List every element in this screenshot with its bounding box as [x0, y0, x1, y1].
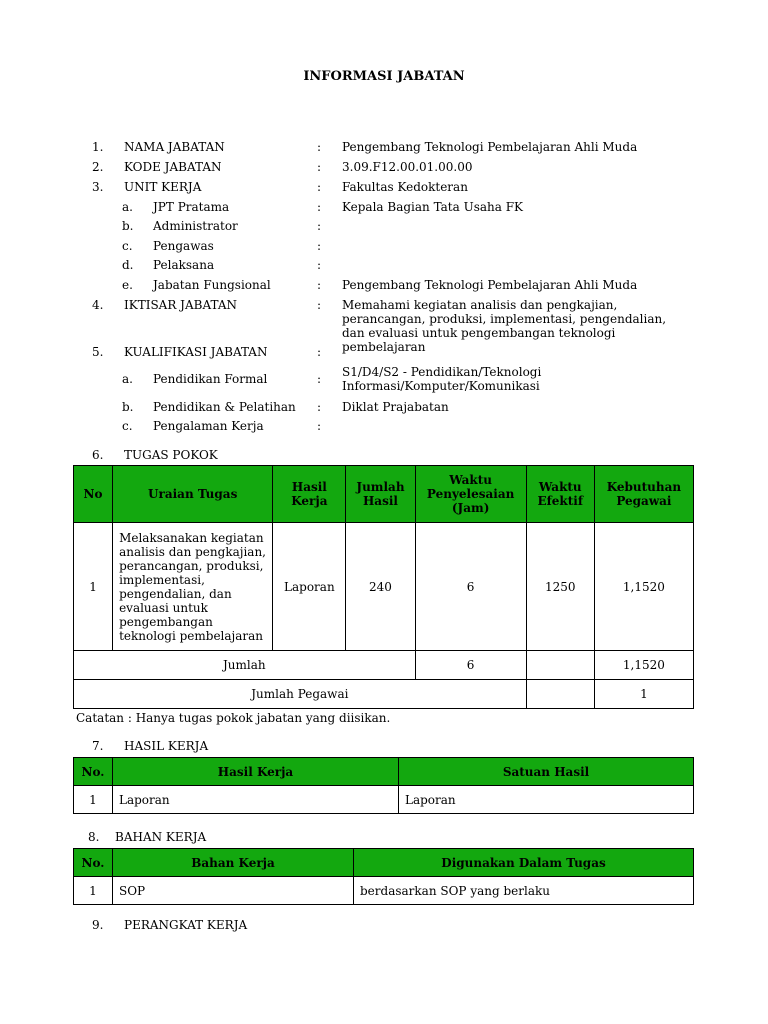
section-number: 8.: [88, 830, 100, 844]
item-colon: :: [317, 219, 322, 233]
tugas-pokok-note: Catatan : Hanya tugas pokok jabatan yang diisikan.: [76, 711, 391, 725]
section-label: TUGAS POKOK: [124, 448, 218, 462]
item-value: Pengembang Teknologi Pembelajaran Ahli Muda: [342, 278, 638, 292]
section-heading-bahan-kerja: [0, 830, 768, 848]
item-colon: :: [317, 298, 322, 312]
column-header-hasil-kerja: Hasil Kerja: [113, 758, 399, 786]
table-row: [74, 877, 694, 905]
sub-label: Pendidikan & Pelatihan: [153, 400, 296, 414]
info-row-nama-jabatan: [0, 140, 768, 158]
cell-waktu-penyelesaian: 6: [415, 523, 526, 651]
table-row-jumlah: [74, 651, 694, 680]
item-colon: :: [317, 160, 322, 174]
item-colon: :: [317, 239, 322, 253]
info-subrow-pelaksana: [0, 258, 768, 276]
item-colon: :: [317, 258, 322, 272]
column-header-no: No: [74, 466, 113, 523]
item-colon: :: [317, 419, 322, 433]
section-label: HASIL KERJA: [124, 739, 209, 753]
item-label: KODE JABATAN: [124, 160, 222, 174]
item-label: NAMA JABATAN: [124, 140, 225, 154]
sub-label: Pelaksana: [153, 258, 215, 272]
info-subrow-pengalaman-kerja: [0, 419, 768, 437]
column-header-hasil-kerja: Hasil Kerja: [273, 466, 346, 523]
sub-letter: b.: [122, 219, 134, 233]
table-row: [74, 786, 694, 814]
page-title: INFORMASI JABATAN: [303, 69, 465, 84]
cell-jumlah-efektif: [526, 651, 594, 680]
info-subrow-administrator: [0, 219, 768, 237]
cell-bahan-kerja: SOP: [113, 877, 354, 905]
section-number: 6.: [92, 448, 104, 462]
section-label: BAHAN KERJA: [115, 830, 207, 844]
sub-label: Administrator: [153, 219, 238, 233]
column-header-satuan-hasil: Satuan Hasil: [399, 758, 694, 786]
sub-letter: c.: [122, 239, 133, 253]
sub-label: Jabatan Fungsional: [153, 278, 271, 292]
cell-hasil-kerja: Laporan: [273, 523, 346, 651]
sub-letter: d.: [122, 258, 134, 272]
cell-waktu-efektif: 1250: [526, 523, 594, 651]
item-colon: :: [317, 140, 322, 154]
info-subrow-pendidikan-formal: [0, 365, 768, 395]
info-subrow-pengawas: [0, 239, 768, 257]
info-subrow-pendidikan-pelatihan: [0, 400, 768, 418]
info-row-kualifikasi-jabatan: [0, 345, 768, 363]
item-colon: :: [317, 180, 322, 194]
cell-satuan-hasil: Laporan: [399, 786, 694, 814]
column-header-digunakan-dalam-tugas: Digunakan Dalam Tugas: [354, 849, 694, 877]
info-row-unit-kerja: [0, 180, 768, 198]
item-number: 1.: [92, 140, 104, 154]
info-subrow-jabatan-fungsional: [0, 278, 768, 296]
cell-no: 1: [74, 523, 113, 651]
cell-jumlah-label: Jumlah: [74, 651, 416, 680]
section-number: 7.: [92, 739, 104, 753]
item-value: Pengembang Teknologi Pembelajaran Ahli Muda: [342, 140, 638, 154]
item-label: UNIT KERJA: [124, 180, 202, 194]
item-colon: :: [317, 372, 322, 386]
item-label: KUALIFIKASI JABATAN: [124, 345, 268, 359]
column-header-waktu-efektif: Waktu Efektif: [526, 466, 594, 523]
cell-jumlah-pegawai-label: Jumlah Pegawai: [74, 680, 527, 709]
info-row-kode-jabatan: [0, 160, 768, 178]
item-number: 4.: [92, 298, 104, 312]
table-header-row: [74, 466, 694, 523]
item-colon: :: [317, 200, 322, 214]
sub-label: Pengawas: [153, 239, 214, 253]
sub-letter: a.: [122, 200, 133, 214]
cell-jumlah-kebutuhan: 1,1520: [594, 651, 693, 680]
sub-letter: b.: [122, 400, 134, 414]
section-heading-perangkat-kerja: [0, 918, 768, 936]
section-heading-tugas-pokok: [0, 448, 768, 466]
cell-no: 1: [74, 786, 113, 814]
section-number: 9.: [92, 918, 104, 932]
item-value: Diklat Prajabatan: [342, 400, 449, 414]
sub-label: Pengalaman Kerja: [153, 419, 264, 433]
sub-label: JPT Pratama: [153, 200, 230, 214]
cell-jumlah-hasil: 240: [346, 523, 415, 651]
cell-kebutuhan-pegawai: 1,1520: [594, 523, 693, 651]
cell-jumlah-pegawai-value: 1: [594, 680, 693, 709]
cell-jumlah-waktu: 6: [415, 651, 526, 680]
table-row: [74, 523, 694, 651]
item-colon: :: [317, 345, 322, 359]
sub-letter: e.: [122, 278, 133, 292]
item-colon: :: [317, 400, 322, 414]
column-header-waktu-penyelesaian: Waktu Penyelesaian (Jam): [415, 466, 526, 523]
section-label: PERANGKAT KERJA: [124, 918, 248, 932]
item-value: Memahami kegiatan analisis dan pengkajian, perancangan, produksi, implementasi, pengendalian, dan evaluasi untuk pengembangan teknologi pembelajaran: [342, 298, 667, 354]
sub-letter: a.: [122, 372, 133, 386]
item-colon: :: [317, 278, 322, 292]
sub-letter: c.: [122, 419, 133, 433]
column-header-no: No.: [74, 758, 113, 786]
item-value: Kepala Bagian Tata Usaha FK: [342, 200, 524, 214]
column-header-bahan-kerja: Bahan Kerja: [113, 849, 354, 877]
tugas-pokok-table: [73, 465, 694, 709]
info-subrow-jpt-pratama: [0, 200, 768, 218]
column-header-no: No.: [74, 849, 113, 877]
section-heading-hasil-kerja: [0, 739, 768, 757]
item-value: Fakultas Kedokteran: [342, 180, 468, 194]
item-value: 3.09.F12.00.01.00.00: [342, 160, 473, 174]
cell-no: 1: [74, 877, 113, 905]
cell-jumlah-pegawai-efektif: [526, 680, 594, 709]
table-header-row: [74, 758, 694, 786]
hasil-kerja-table: [73, 757, 694, 814]
column-header-jumlah-hasil: Jumlah Hasil: [346, 466, 415, 523]
item-label: IKTISAR JABATAN: [124, 298, 238, 312]
sub-label: Pendidikan Formal: [153, 372, 268, 386]
item-number: 3.: [92, 180, 104, 194]
bahan-kerja-table: [73, 848, 694, 905]
item-number: 5.: [92, 345, 104, 359]
cell-uraian-tugas: Melaksanakan kegiatan analisis dan pengkajian, perancangan, produksi, implementasi, pengendalian, dan evaluasi untuk pengembangan teknologi pembelajaran: [113, 523, 273, 651]
item-number: 2.: [92, 160, 104, 174]
table-header-row: [74, 849, 694, 877]
cell-digunakan-dalam-tugas: berdasarkan SOP yang berlaku: [354, 877, 694, 905]
table-row-jumlah-pegawai: [74, 680, 694, 709]
column-header-kebutuhan-pegawai: Kebutuhan Pegawai: [594, 466, 693, 523]
item-value: S1/D4/S2 - Pendidikan/Teknologi Informasi/Komputer/Komunikasi: [342, 365, 542, 393]
column-header-uraian-tugas: Uraian Tugas: [113, 466, 273, 523]
cell-hasil-kerja: Laporan: [113, 786, 399, 814]
